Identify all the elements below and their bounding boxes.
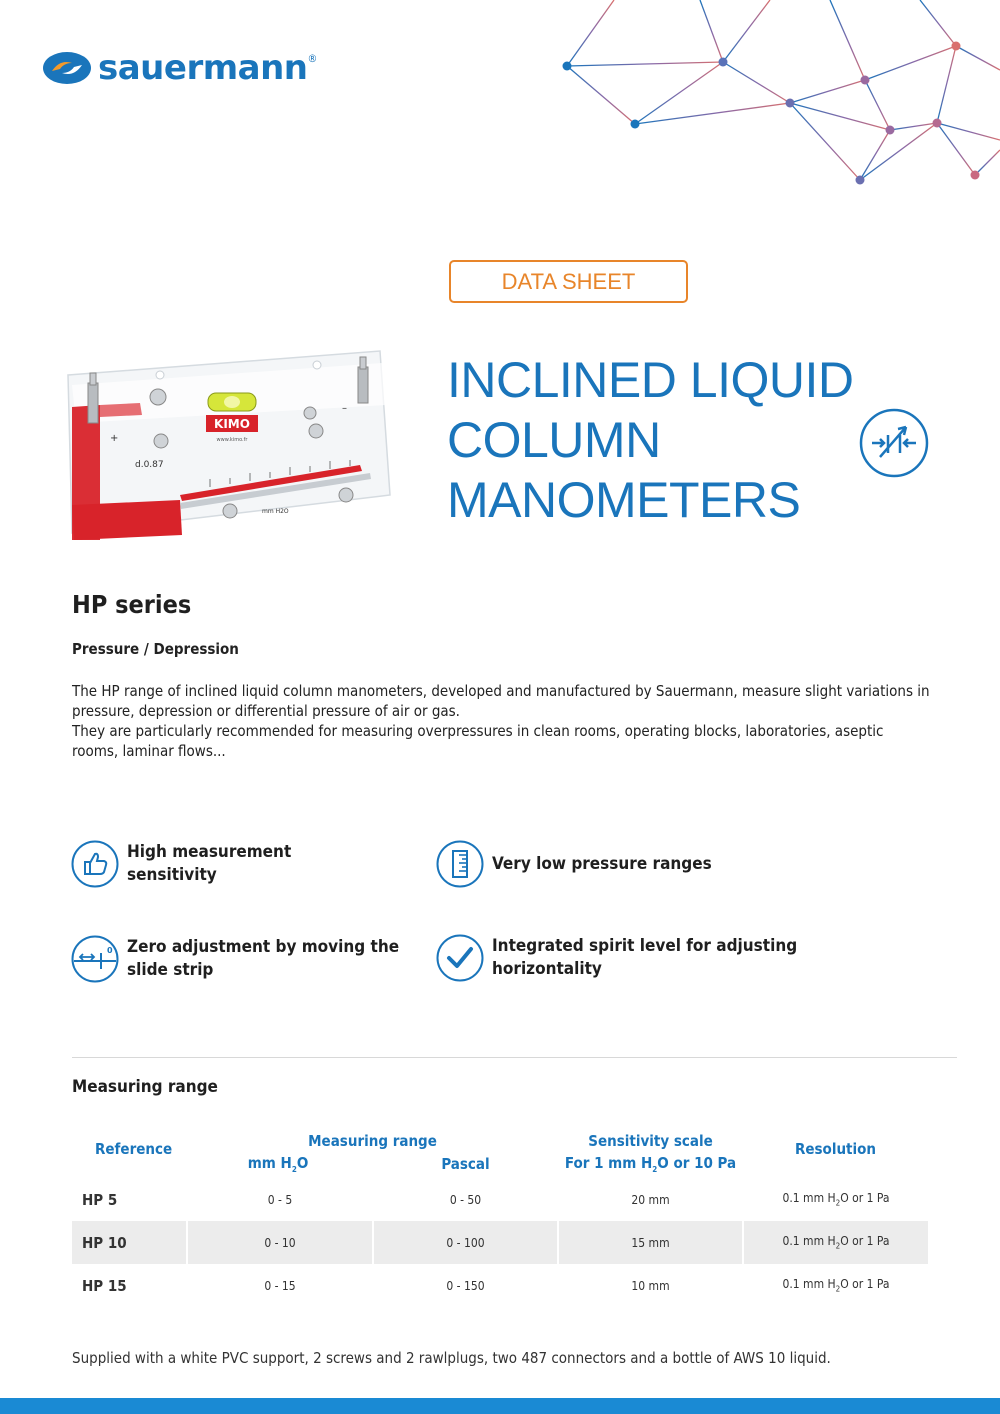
kimo-website: www.kimo.fr bbox=[216, 437, 248, 443]
header-pascal: Pascal bbox=[441, 1155, 490, 1173]
cell-resolution: 0.1 mm $H_2O$ or 1 Pa bbox=[743, 1178, 928, 1221]
table-row bbox=[72, 1264, 928, 1307]
feature-line: slide strip bbox=[127, 960, 214, 980]
section-divider bbox=[72, 1057, 957, 1058]
minus-sign: – bbox=[342, 403, 347, 414]
feature-text bbox=[492, 935, 797, 981]
cell-sensitivity: 20 mm bbox=[558, 1178, 743, 1221]
description-paragraph-2: They are particularly recommended for measuring overpressures in clean rooms, operating blocks, laboratories, aseptic rooms, laminar flows... bbox=[72, 722, 884, 760]
cell-resolution: 0.1 mm $H_2O$ or 1 Pa bbox=[743, 1221, 928, 1264]
manometer-product-image bbox=[60, 345, 395, 545]
cell-resolution: 0.1 mm $H_2O$ or 1 Pa bbox=[743, 1264, 928, 1307]
cell-pascal: 0 - 50 bbox=[373, 1178, 558, 1221]
header-sensitivity-sub: For 1 mm $H_2O$ or 10 Pa bbox=[564, 1154, 737, 1174]
measuring-range-table bbox=[72, 1120, 928, 1307]
network-graphic-icon bbox=[540, 0, 1000, 200]
header-measuring-range: Measuring range bbox=[308, 1132, 437, 1150]
cell-mm-h2o: 0 - 15 bbox=[187, 1264, 373, 1307]
header-sensitivity: Sensitivity scale bbox=[588, 1132, 713, 1150]
header-reference: Reference bbox=[95, 1140, 173, 1158]
cell-reference: HP 5 bbox=[82, 1190, 118, 1209]
footer-note: Supplied with a white PVC support, 2 screws and 2 rawlplugs, two 487 connectors and a bottle of AWS 10 liquid. bbox=[72, 1349, 831, 1367]
feature-line: Zero adjustment by moving the bbox=[127, 937, 400, 957]
cell-pascal: 0 - 100 bbox=[373, 1221, 558, 1264]
brand-logo bbox=[42, 48, 317, 88]
zero-adjust-icon bbox=[71, 935, 119, 983]
title-line-3: MANOMETERS bbox=[447, 472, 801, 528]
checkmark-icon bbox=[436, 934, 484, 982]
cell-sensitivity: 10 mm bbox=[558, 1264, 743, 1307]
differential-pressure-icon bbox=[858, 407, 930, 479]
cell-mm-h2o: 0 - 5 bbox=[187, 1178, 373, 1221]
measuring-range-heading: Measuring range bbox=[72, 1077, 218, 1097]
header-resolution: Resolution bbox=[794, 1140, 877, 1158]
bottom-bar bbox=[0, 1398, 1000, 1414]
unit-label: mm H2O bbox=[262, 508, 289, 515]
feature-low-pressure bbox=[436, 840, 712, 888]
description bbox=[72, 681, 932, 761]
registered-mark: ® bbox=[307, 52, 318, 65]
title-line-2: COLUMN bbox=[447, 412, 661, 468]
thumbs-up-icon bbox=[71, 840, 119, 888]
feature-text bbox=[127, 841, 291, 887]
brand-name: sauermann bbox=[98, 48, 308, 88]
feature-text bbox=[492, 853, 712, 876]
cell-mm-h2o: 0 - 10 bbox=[187, 1221, 373, 1264]
title-line-1: INCLINED LIQUID bbox=[447, 352, 854, 408]
svg-text:0: 0 bbox=[107, 946, 113, 955]
kimo-label: KIMO bbox=[214, 417, 250, 431]
description-paragraph-1: The HP range of inclined liquid column manometers, developed and manufactured by Sauermann, measure slight variations in pressure, depression or differential pressure of air or gas. bbox=[72, 682, 930, 720]
feature-line: Very low pressure ranges bbox=[492, 853, 712, 874]
table-row bbox=[72, 1221, 928, 1264]
feature-line: High measurement bbox=[127, 842, 292, 862]
cell-pascal: 0 - 150 bbox=[373, 1264, 558, 1307]
series-subtitle: Pressure / Depression bbox=[72, 640, 239, 658]
cell-reference: HP 15 bbox=[82, 1276, 127, 1295]
data-sheet-badge: DATA SHEET bbox=[449, 260, 688, 303]
page-title bbox=[447, 350, 867, 530]
scale-icon bbox=[436, 840, 484, 888]
feature-line: Integrated spirit level for adjusting bbox=[492, 936, 798, 956]
feature-zero-adjustment bbox=[71, 935, 399, 983]
series-heading: HP series bbox=[72, 590, 192, 619]
table-row bbox=[72, 1178, 928, 1221]
feature-high-sensitivity bbox=[71, 840, 291, 888]
feature-line: sensitivity bbox=[127, 865, 217, 885]
feature-spirit-level bbox=[436, 934, 797, 982]
feature-line: horizontality bbox=[492, 959, 602, 979]
plus-sign: + bbox=[110, 433, 119, 444]
cell-sensitivity: 15 mm bbox=[558, 1221, 743, 1264]
feature-text bbox=[127, 936, 399, 982]
scale-label: d.0.87 bbox=[135, 460, 164, 470]
header-mm-h2o: mm $H_2O$ bbox=[247, 1154, 309, 1174]
cell-reference: HP 10 bbox=[72, 1221, 187, 1264]
sauermann-logo-icon bbox=[42, 51, 92, 85]
